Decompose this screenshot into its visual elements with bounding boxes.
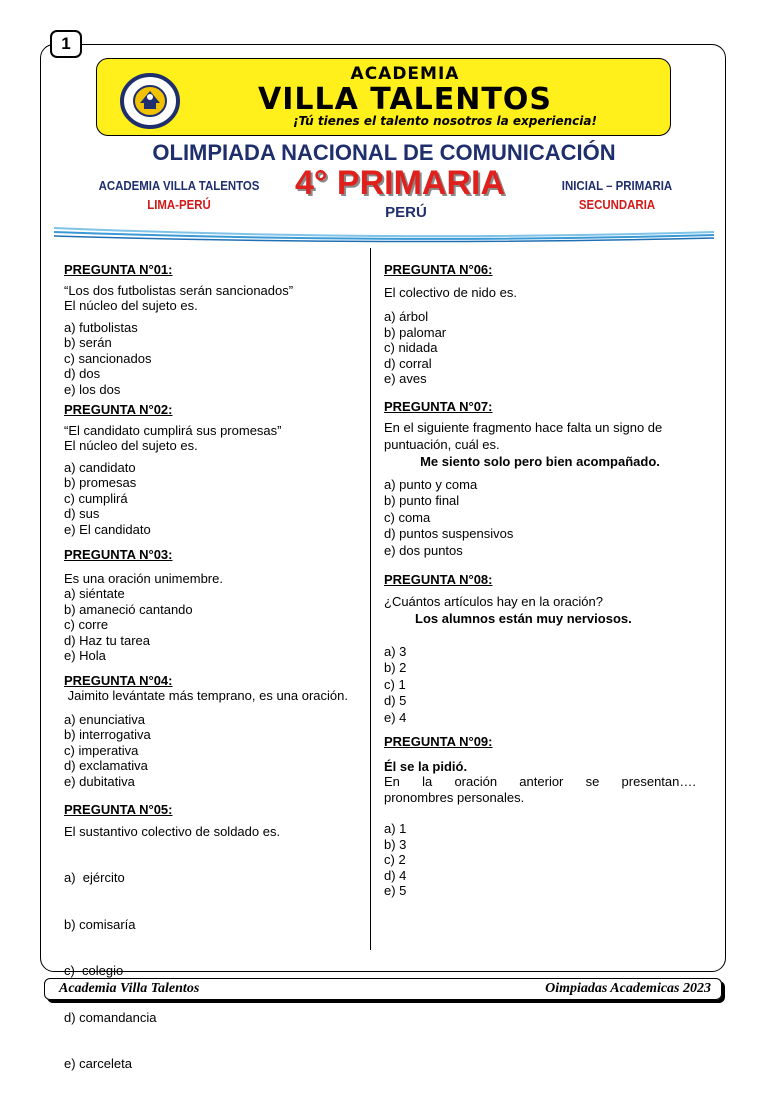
question-text: En la oración anterior se presentan…. <box>384 774 696 789</box>
option: b) interrogativa <box>64 727 151 742</box>
banner-academy-name: VILLA TALENTOS <box>258 82 552 117</box>
option: d) corral <box>384 355 432 371</box>
levels-line1: INICIAL – PRIMARIA <box>561 178 673 193</box>
footer-right-text: Oimpiadas Academicas 2023 <box>545 981 711 996</box>
option: c) 2 <box>384 852 406 867</box>
options-list <box>64 320 360 398</box>
highlight-sentence: Me siento solo pero bien acompañado. <box>420 454 660 469</box>
option: d) exclamativa <box>64 758 148 773</box>
option: d) 4 <box>384 867 407 883</box>
options-list <box>64 712 360 790</box>
option: a) 3 <box>384 643 407 659</box>
option: e) los dos <box>64 381 121 397</box>
question-title: PREGUNTA N°02: <box>64 402 173 417</box>
question-03 <box>64 547 360 664</box>
country-label: PERÚ <box>385 204 427 221</box>
question-09 <box>384 734 696 899</box>
option: a) árbol <box>384 309 429 324</box>
right-question-column <box>384 262 696 899</box>
question-title: PREGUNTA N°03: <box>64 547 173 562</box>
option: c) cumplirá <box>64 490 128 506</box>
question-07 <box>384 399 696 560</box>
option: a) candidato <box>64 459 136 475</box>
decorative-wave-lines <box>54 218 714 246</box>
option: e) carceleta <box>64 1056 132 1071</box>
question-06 <box>384 262 696 387</box>
highlight-sentence: Los alumnos están muy nerviosos. <box>415 611 632 626</box>
question-text: ¿Cuántos artículos hay en la oración? <box>384 593 603 609</box>
question-text: “El candidato cumplirá sus promesas” <box>64 422 282 438</box>
question-title: PREGUNTA N°08: <box>384 572 493 587</box>
option: d) sus <box>64 506 100 521</box>
question-08 <box>384 572 696 726</box>
question-text: “Los dos futbolistas serán sancionados” <box>64 282 294 298</box>
option: d) 5 <box>384 693 407 708</box>
options-list <box>64 586 360 664</box>
question-title: PREGUNTA N°01: <box>64 262 173 277</box>
options-list <box>384 821 696 899</box>
option: d) dos <box>64 366 101 381</box>
levels-line2: SECUNDARIA <box>578 197 656 212</box>
column-divider <box>370 248 371 950</box>
question-01 <box>64 262 360 397</box>
option: b) 2 <box>384 660 407 675</box>
option: d) Haz tu tarea <box>64 632 150 648</box>
example-sentence: Él se la pidió. <box>384 758 468 774</box>
option: c) coma <box>384 509 431 525</box>
question-text: El colectivo de nido es. <box>384 284 517 300</box>
options-list <box>384 477 696 560</box>
option: b) promesas <box>64 475 137 490</box>
banner-top-title: ACADEMIA <box>350 64 460 84</box>
banner-slogan: ¡Tú tienes el talento nosotros la experiencia! <box>293 114 597 128</box>
question-text: El núcleo del sujeto es. <box>64 298 198 313</box>
option: a) futbolistas <box>64 319 138 335</box>
option: b) serán <box>64 335 112 350</box>
page-footer <box>44 978 722 1000</box>
question-text: Es una oración unimembre. <box>64 570 223 586</box>
option: c) imperativa <box>64 742 139 758</box>
option: c) nidada <box>384 340 438 355</box>
question-05 <box>64 802 360 1103</box>
options-list <box>384 644 696 727</box>
option: c) corre <box>64 617 109 632</box>
question-title: PREGUNTA N°05: <box>64 802 173 817</box>
question-text: El sustantivo colectivo de soldado es. <box>64 823 281 839</box>
footer-left-text: Academia Villa Talentos <box>59 981 200 996</box>
option: e) 4 <box>384 709 407 725</box>
option: b) palomar <box>384 324 447 340</box>
option: d) puntos suspensivos <box>384 526 514 541</box>
option: e) El candidato <box>64 521 151 537</box>
question-title: PREGUNTA N°09: <box>384 734 493 749</box>
question-text: Jaimito levántate más temprano, es una oración. <box>64 688 348 703</box>
option: a) 1 <box>384 821 407 836</box>
question-02 <box>64 402 360 537</box>
question-text: pronombres personales. <box>384 789 525 805</box>
option: e) dubitativa <box>64 773 135 789</box>
left-org-name: ACADEMIA VILLA TALENTOS <box>98 178 260 193</box>
option: e) dos puntos <box>384 542 463 558</box>
question-text: En el siguiente fragmento hace falta un signo de puntuación, cuál es. <box>384 420 663 452</box>
question-title: PREGUNTA N°07: <box>384 398 493 414</box>
option: b) punto final <box>384 493 460 508</box>
option: a) punto y coma <box>384 476 478 492</box>
option: e) aves <box>384 371 427 386</box>
option: e) Hola <box>64 648 106 663</box>
question-title: PREGUNTA N°04: <box>64 672 173 688</box>
options-list <box>64 460 360 538</box>
question-title: PREGUNTA N°06: <box>384 262 493 277</box>
page-number: 1 <box>50 30 82 58</box>
left-org-city: LIMA-PERÚ <box>147 197 211 212</box>
option: c) colegio <box>64 963 124 978</box>
option: c) sancionados <box>64 350 152 366</box>
options-list <box>64 839 360 1103</box>
option: d) comandancia <box>64 1009 157 1025</box>
question-text: El núcleo del sujeto es. <box>64 438 198 453</box>
options-list <box>384 309 696 387</box>
option: b) comisaría <box>64 916 136 932</box>
academy-logo <box>118 73 196 131</box>
page-title: OLIMPIADA NACIONAL DE COMUNICACIÓN <box>152 140 616 165</box>
option: c) 1 <box>384 676 406 692</box>
question-04 <box>64 673 360 790</box>
option: a) ejército <box>64 870 125 885</box>
option: b) amaneció cantando <box>64 601 193 617</box>
grade-title: 4° PRIMARIA <box>294 164 506 202</box>
left-organization <box>95 178 262 212</box>
option: a) siéntate <box>64 586 125 601</box>
option: b) 3 <box>384 836 407 852</box>
right-levels <box>533 178 700 212</box>
option: a) enunciativa <box>64 711 145 727</box>
left-question-column <box>64 262 360 1103</box>
option: e) 5 <box>384 883 407 898</box>
